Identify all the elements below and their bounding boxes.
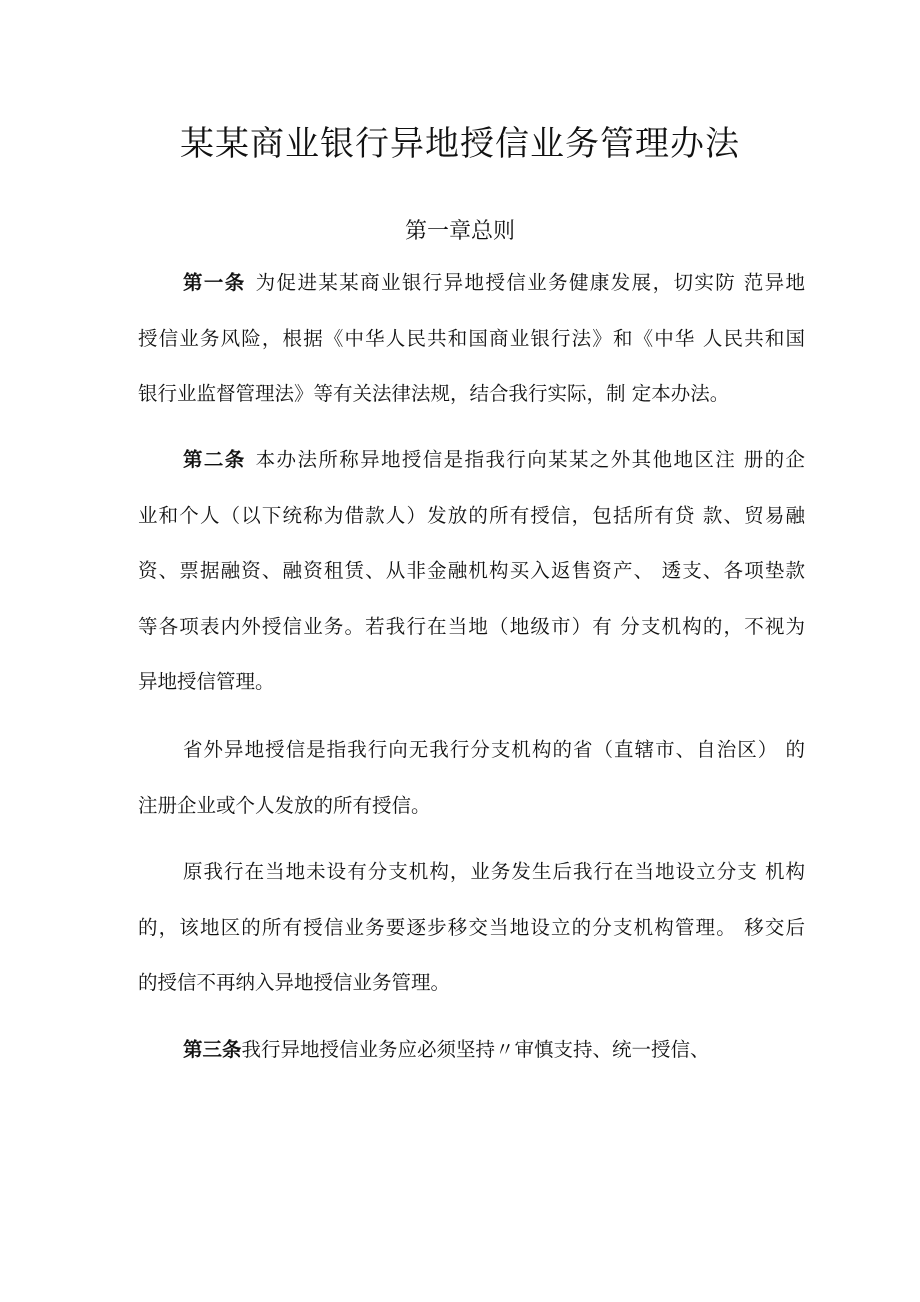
paragraph-line bbox=[138, 379, 805, 435]
line-text: 我行异地授信业务应必须坚持〃审慎支持、统一授信、 bbox=[241, 1038, 710, 1061]
line-text: 注册企业或个人发放的所有授信。 bbox=[138, 793, 431, 817]
paragraph-line bbox=[138, 1035, 805, 1091]
paragraph-line bbox=[138, 324, 805, 380]
line-text: 的，该地区的所有授信业务要逐步移交当地设立的分支机构管理。 移交后 bbox=[138, 915, 805, 939]
paragraph-line bbox=[138, 968, 805, 1024]
article-paragraph bbox=[138, 268, 805, 435]
paragraph-line bbox=[138, 612, 805, 668]
paragraph-line bbox=[138, 556, 805, 612]
paragraph-line bbox=[138, 791, 805, 847]
paragraph-line bbox=[138, 445, 805, 501]
article-paragraph bbox=[138, 735, 805, 846]
document-title: 某某商业银行异地授信业务管理办法 bbox=[180, 124, 740, 164]
line-text: 为促进某某商业银行异地授信业务健康发展，切实防 范异地 bbox=[255, 271, 805, 294]
paragraph-line bbox=[138, 667, 805, 723]
article-paragraph bbox=[138, 857, 805, 1024]
line-text: 授信业务风险，根据《中华人民共和国商业银行法》和《中华 人民共和国 bbox=[138, 326, 805, 350]
paragraph-line bbox=[138, 857, 805, 913]
article-paragraph bbox=[138, 1035, 805, 1091]
line-text: 的授信不再纳入异地授信业务管理。 bbox=[138, 971, 451, 994]
line-text: 业和个人（以下统称为借款人）发放的所有授信，包括所有贷 款、贸易融 bbox=[138, 503, 805, 527]
line-text: 等各项表内外授信业务。若我行在当地（地级市）有 分支机构的，不视为 bbox=[138, 614, 805, 638]
line-text: 本办法所称异地授信是指我行向某某之外其他地区注 册的企 bbox=[255, 448, 805, 471]
line-text: 异地授信管理。 bbox=[138, 670, 275, 693]
line-text: 资、票据融资、融资租赁、从非金融机构买入返售资产、 透支、各项垫款 bbox=[138, 559, 805, 582]
paragraph-line bbox=[138, 735, 805, 791]
paragraph-line bbox=[138, 268, 805, 324]
chapter-heading: 第一章总则 bbox=[404, 219, 515, 244]
paragraph-line bbox=[138, 913, 805, 969]
paragraph-line bbox=[138, 501, 805, 557]
article-label: 第一条 bbox=[183, 271, 246, 294]
line-text: 银行业监督管理法》等有关法律法规，结合我行实际，制 定本办法。 bbox=[138, 382, 730, 405]
article-label: 第三条 bbox=[183, 1038, 242, 1061]
article-label: 第二条 bbox=[183, 448, 246, 471]
article-paragraph bbox=[138, 445, 805, 723]
line-text: 省外异地授信是指我行向无我行分支机构的省（直辖市、自治区） 的 bbox=[183, 738, 805, 761]
line-text: 原我行在当地未设有分支机构，业务发生后我行在当地设立分支 机构 bbox=[183, 860, 805, 883]
